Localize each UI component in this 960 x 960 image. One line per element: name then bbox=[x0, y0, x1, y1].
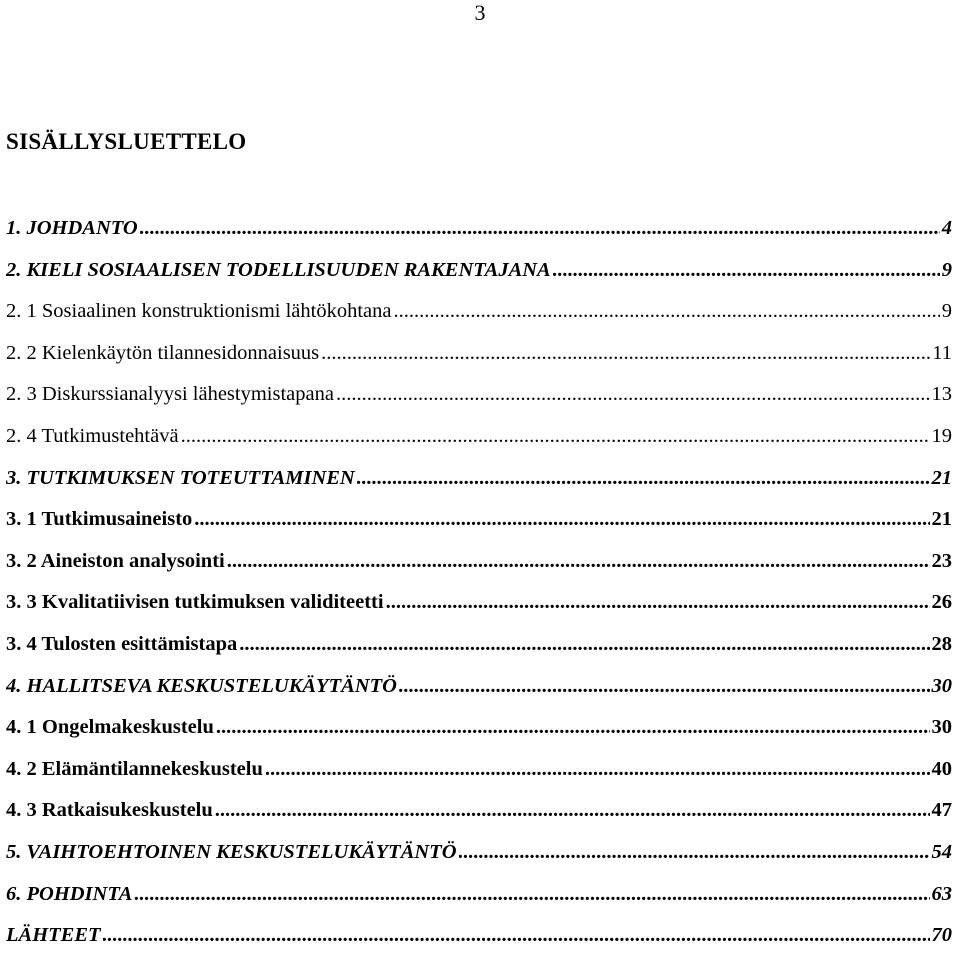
toc-entry-label: 2. KIELI SOSIAALISEN TODELLISUUDEN RAKENTAJANA bbox=[6, 258, 551, 281]
dot-leader bbox=[227, 544, 930, 578]
toc-entry-page: 23 bbox=[931, 549, 952, 572]
toc-entry-label: 4. 2 Elämäntilannekeskustelu bbox=[6, 757, 263, 780]
toc-entry-page: 21 bbox=[931, 508, 952, 531]
toc-entry-page: 63 bbox=[931, 882, 952, 905]
table-of-contents bbox=[6, 211, 952, 960]
toc-entry-page: 13 bbox=[931, 383, 952, 406]
dot-leader bbox=[134, 877, 929, 911]
dot-leader bbox=[194, 502, 929, 536]
dot-leader bbox=[386, 585, 930, 619]
toc-entry-page: 4 bbox=[941, 217, 952, 239]
toc-entry-label: 2. 1 Sosiaalinen konstruktionismi lähtökohtana bbox=[6, 300, 392, 323]
toc-entry-page: 40 bbox=[931, 757, 952, 780]
toc-entry-label: 2. 3 Diskurssianalyysi lähestymistapana bbox=[6, 383, 334, 406]
toc-entry-label: 3. 1 Tutkimusaineisto bbox=[6, 508, 193, 531]
toc-entry[interactable] bbox=[6, 793, 952, 835]
toc-entry[interactable] bbox=[6, 918, 952, 960]
toc-entry[interactable] bbox=[6, 627, 952, 669]
toc-entry-page: 19 bbox=[931, 424, 952, 447]
toc-entry-label: 2. 2 Kielenkäytön tilannesidonnaisuus bbox=[6, 341, 320, 364]
toc-entry-page: 9 bbox=[941, 258, 952, 281]
dot-leader bbox=[357, 461, 930, 495]
toc-entry-page: 47 bbox=[931, 799, 952, 822]
toc-entry-label: 3. 4 Tulosten esittämistapa bbox=[6, 632, 238, 655]
toc-entry[interactable] bbox=[6, 336, 952, 378]
toc-entry[interactable] bbox=[6, 294, 952, 336]
toc-entry-page: 21 bbox=[931, 466, 952, 489]
toc-entry-page: 54 bbox=[931, 840, 952, 863]
toc-entry-page: 11 bbox=[932, 341, 952, 364]
toc-entry-label: 3. 2 Aineiston analysointi bbox=[6, 549, 225, 572]
toc-entry-label: LÄHTEET bbox=[6, 924, 101, 947]
toc-entry[interactable] bbox=[6, 461, 952, 503]
toc-entry[interactable] bbox=[6, 585, 952, 627]
dot-leader bbox=[239, 627, 929, 661]
toc-entry-page: 30 bbox=[931, 716, 952, 739]
toc-entry-page: 26 bbox=[931, 591, 952, 614]
dot-leader bbox=[399, 669, 930, 703]
toc-entry[interactable] bbox=[6, 669, 952, 711]
toc-entry[interactable] bbox=[6, 835, 952, 877]
toc-entry-page: 70 bbox=[931, 924, 952, 947]
toc-entry-label: 1. JOHDANTO bbox=[6, 217, 138, 239]
page-number: 3 bbox=[474, 0, 486, 25]
toc-entry[interactable] bbox=[6, 211, 952, 253]
toc-entry-label: 4. 3 Ratkaisukeskustelu bbox=[6, 799, 213, 822]
dot-leader bbox=[103, 918, 930, 952]
toc-entry[interactable] bbox=[6, 710, 952, 752]
toc-entry-label: 4. 1 Ongelmakeskustelu bbox=[6, 716, 214, 739]
toc-entry[interactable] bbox=[6, 502, 952, 544]
toc-entry[interactable] bbox=[6, 377, 952, 419]
dot-leader bbox=[321, 336, 930, 370]
toc-entry-label: 3. 3 Kvalitatiivisen tutkimuksen validiteetti bbox=[6, 591, 384, 614]
toc-entry-label: 3. TUTKIMUKSEN TOTEUTTAMINEN bbox=[6, 466, 355, 489]
toc-entry-label: 4. HALLITSEVA KESKUSTELUKÄYTÄNTÖ bbox=[6, 674, 397, 697]
toc-entry[interactable] bbox=[6, 877, 952, 919]
dot-leader bbox=[140, 211, 940, 245]
dot-leader bbox=[265, 752, 930, 786]
toc-entry-page: 28 bbox=[931, 632, 952, 655]
dot-leader bbox=[215, 793, 930, 827]
dot-leader bbox=[216, 710, 930, 744]
dot-leader bbox=[459, 835, 930, 869]
toc-entry[interactable] bbox=[6, 419, 952, 461]
toc-entry-label: 5. VAIHTOEHTOINEN KESKUSTELUKÄYTÄNTÖ bbox=[6, 840, 457, 863]
toc-entry-page: 30 bbox=[931, 674, 952, 697]
toc-entry[interactable] bbox=[6, 752, 952, 794]
toc-title: SISÄLLYSLUETTELO bbox=[6, 129, 247, 154]
toc-entry[interactable] bbox=[6, 544, 952, 586]
dot-leader bbox=[393, 294, 939, 328]
dot-leader bbox=[181, 419, 930, 453]
dot-leader bbox=[336, 377, 930, 411]
toc-entry-page: 9 bbox=[941, 300, 952, 323]
toc-entry-label: 6. POHDINTA bbox=[6, 882, 133, 905]
toc-entry-label: 2. 4 Tutkimustehtävä bbox=[6, 424, 179, 447]
dot-leader bbox=[553, 253, 940, 287]
toc-entry[interactable] bbox=[6, 253, 952, 295]
